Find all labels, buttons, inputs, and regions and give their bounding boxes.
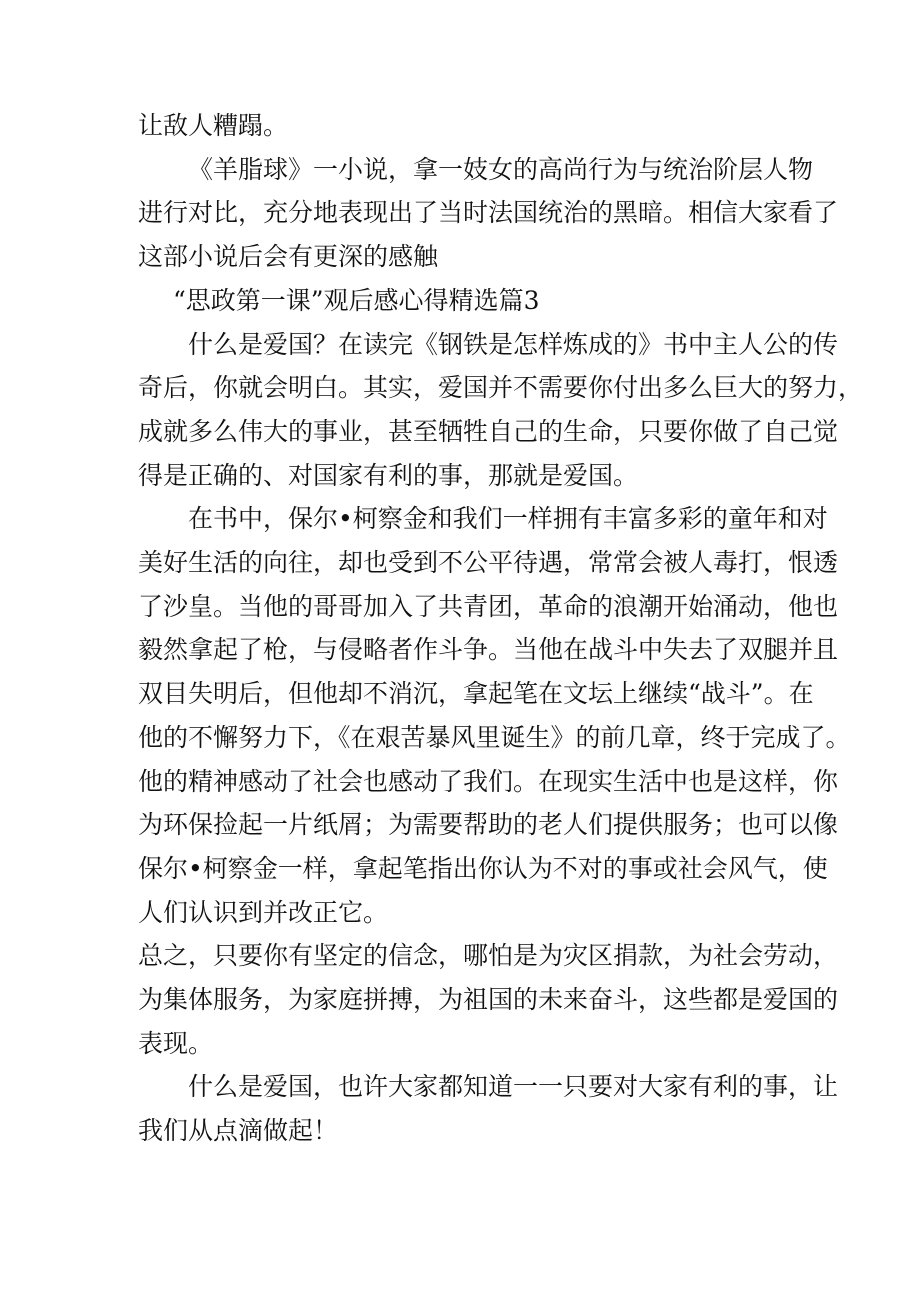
paragraph-line: 他的精神感动了社会也感动了我们。在现实生活中也是这样，你 (138, 766, 839, 796)
paragraph-line: 美好生活的向往，却也受到不公平待遇，常常会被人毒打，恨透 (138, 548, 839, 577)
paragraph-line: 总之，只要你有坚定的信念，哪怕是为灾区捐款，为社会劳动， (138, 941, 839, 971)
paragraph-line: 毅然拿起了枪，与侵略者作斗争。当他在战斗中失去了双腿并且 (138, 635, 839, 665)
paragraph-line: 得是正确的、对国家有利的事，那就是爱国。 (138, 460, 639, 490)
paragraph-line: 在书中，保尔•柯察金和我们一样拥有丰富多彩的童年和对 (188, 504, 828, 534)
paragraph-line: 了沙皇。当他的哥哥加入了共青团，革命的浪潮开始涌动，他也 (138, 591, 839, 621)
paragraph-line: 成就多么伟大的事业，甚至牺牲自己的生命，只要你做了自己觉 (138, 416, 839, 446)
paragraph-line: 双目失明后，但他却不消沉，拿起笔在文坛上继续“战斗”。在 (138, 679, 814, 709)
paragraph-line: 《羊脂球》一小说，拿一妓女的高尚行为与统治阶层人物 (188, 154, 814, 184)
paragraph-line: 表现。 (138, 1028, 214, 1058)
paragraph-line: 让敌人糟蹋。 (138, 111, 289, 140)
paragraph-line: 奇后，你就会明白。其实，爱国并不需要你付出多么巨大的努力， (138, 373, 864, 403)
paragraph-line: 进行对比，充分地表现出了当时法国统治的黑暗。相信大家看了 (138, 198, 839, 228)
section-heading: “思政第一课”观后感心得精选篇3 (173, 285, 540, 315)
paragraph-line: 为环保捡起一片纸屑；为需要帮助的老人们提供服务；也可以像 (138, 810, 839, 840)
paragraph-line: 什么是爱国？在读完《钢铁是怎样炼成的》书中主人公的传 (188, 329, 839, 359)
paragraph-line: 为集体服务，为家庭拼搏，为祖国的未来奋斗，这些都是爱国的 (138, 985, 839, 1014)
paragraph-line: 这部小说后会有更深的感触 (138, 242, 439, 272)
paragraph-line: 他的不懈努力下，《在艰苦暴风里诞生》的前几章，终于完成了。 (138, 722, 851, 752)
paragraph-line: 人们认识到并改正它。 (138, 897, 389, 927)
paragraph-line: 我们从点滴做起！ (138, 1116, 339, 1146)
paragraph-line: 保尔•柯察金一样，拿起笔指出你认为不对的事或社会风气，使 (138, 853, 828, 883)
paragraph-line: 什么是爱国，也许大家都知道一一只要对大家有利的事，让 (188, 1072, 839, 1102)
